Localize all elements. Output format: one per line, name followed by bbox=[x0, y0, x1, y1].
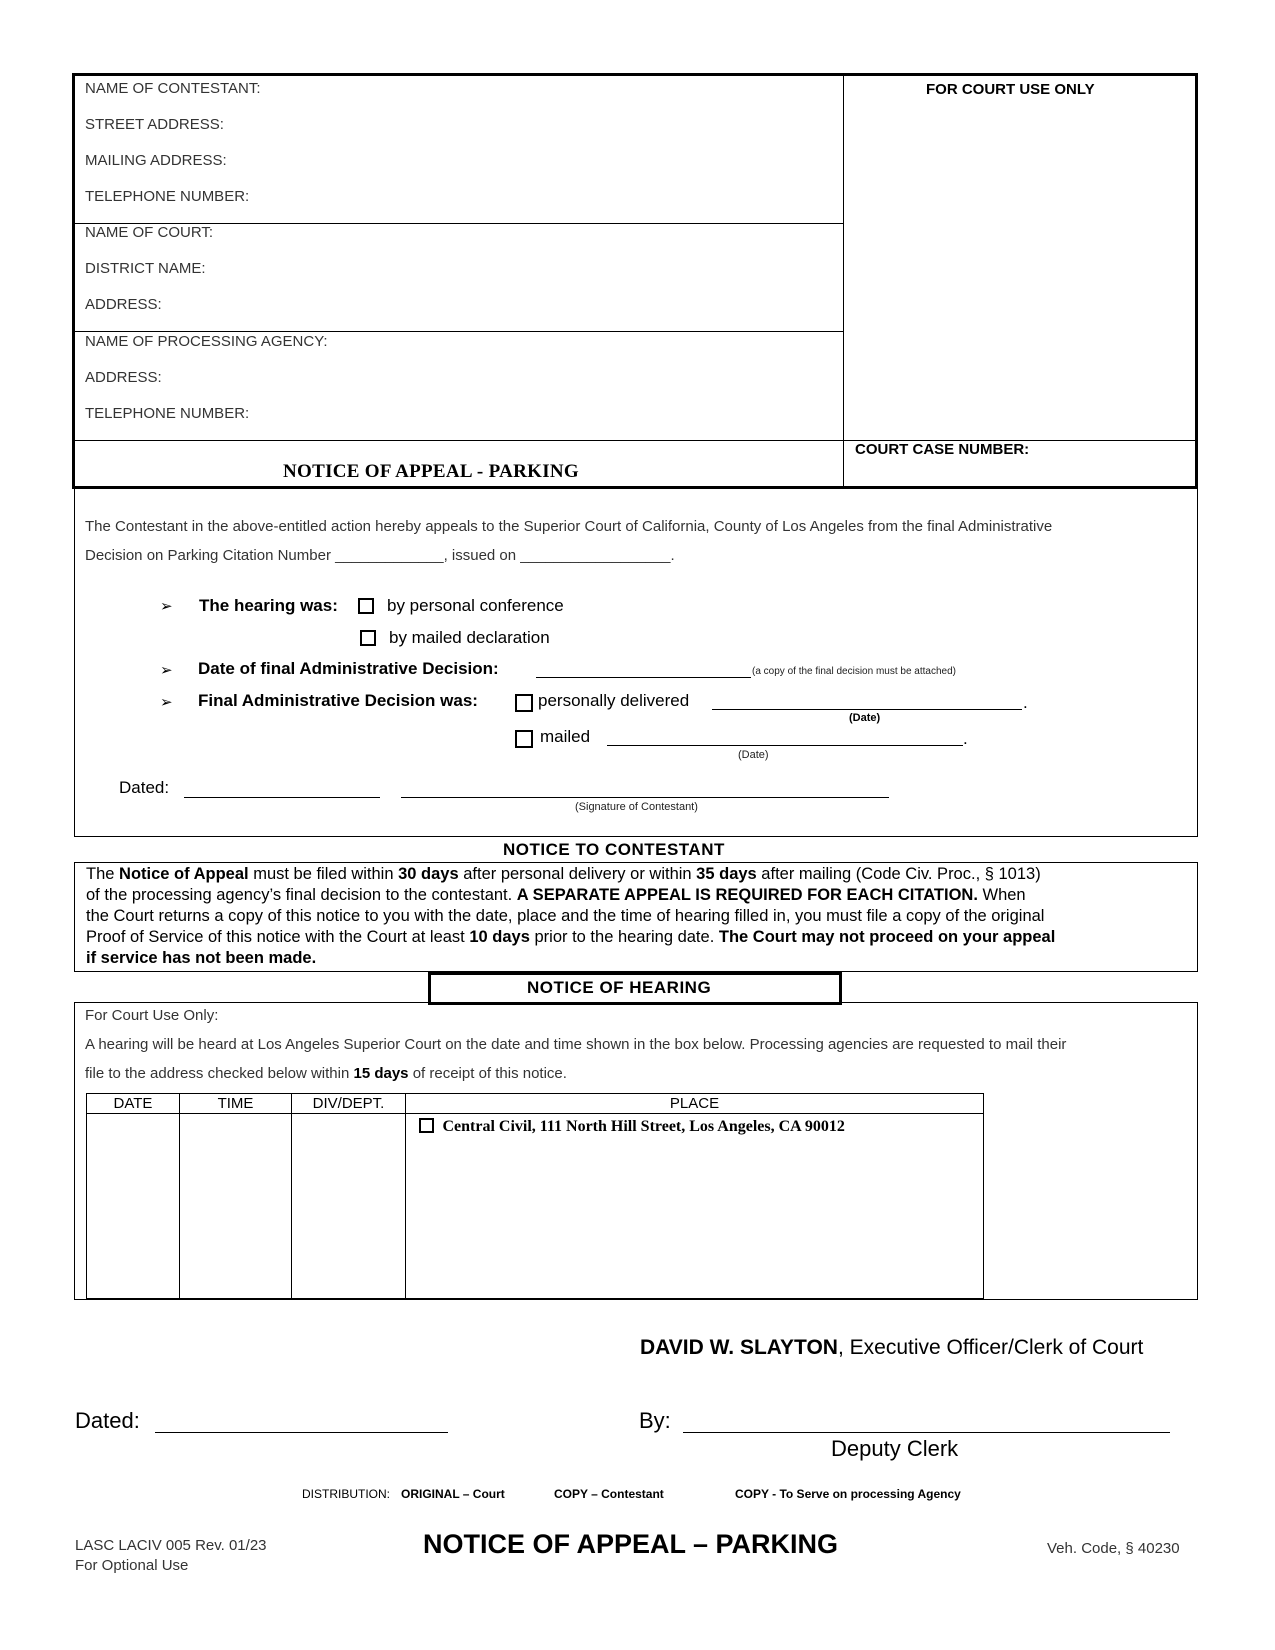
col-time-header: TIME bbox=[180, 1094, 292, 1114]
final-decision-was-label: Final Administrative Decision was: bbox=[198, 691, 478, 710]
central-civil-checkbox[interactable] bbox=[419, 1118, 434, 1133]
caption-divider-2 bbox=[75, 331, 843, 332]
label-contestant-telephone: TELEPHONE NUMBER: bbox=[85, 188, 250, 205]
central-civil-label: Central Civil, 111 North Hill Street, Los Angeles, CA 90012 bbox=[442, 1118, 845, 1135]
label-name-of-contestant: NAME OF CONTESTANT: bbox=[85, 80, 261, 97]
hearing-table-row bbox=[87, 1114, 984, 1299]
notice-line-2: of the processing agency’s final decision to the contestant. A SEPARATE APPEAL IS REQUIRED FOR EACH CITATION. When bbox=[86, 886, 1026, 904]
hearing-time-cell[interactable] bbox=[180, 1114, 292, 1299]
court-case-number-label: COURT CASE NUMBER: bbox=[855, 441, 1030, 458]
mailed-declaration-label: by mailed declaration bbox=[389, 628, 550, 647]
personal-conference-label: by personal conference bbox=[387, 596, 564, 615]
label-agency-address: ADDRESS: bbox=[85, 369, 162, 386]
date-final-decision-label: Date of final Administrative Decision: bbox=[198, 659, 499, 678]
signature-caption: (Signature of Contestant) bbox=[575, 801, 698, 813]
distribution-original: ORIGINAL – Court bbox=[401, 1487, 505, 1501]
vehicle-code: Veh. Code, § 40230 bbox=[1047, 1540, 1180, 1557]
notice-line-4: Proof of Service of this notice with the Court at least 10 days prior to the hearing date. The Court may not proceed on your appeal bbox=[86, 928, 1056, 946]
personal-conference-checkbox[interactable] bbox=[358, 598, 374, 614]
hearing-instructions-line1: A hearing will be heard at Los Angeles Superior Court on the date and time shown in the box below. Processing agencies are requested to mail their bbox=[85, 1036, 1067, 1053]
date-caption: (Date) bbox=[738, 749, 769, 761]
date-final-decision-field[interactable] bbox=[536, 677, 751, 678]
caption-form-title: NOTICE OF APPEAL - PARKING bbox=[283, 461, 579, 482]
clerk-line: DAVID W. SLAYTON, Executive Officer/Clerk of Court bbox=[640, 1336, 1144, 1359]
mailed-label: mailed bbox=[540, 727, 591, 746]
hearing-dept-cell[interactable] bbox=[292, 1114, 406, 1299]
bullet-arrow-icon: ➢ bbox=[160, 662, 173, 679]
personally-delivered-checkbox[interactable] bbox=[515, 694, 533, 712]
personally-delivered-date-field[interactable] bbox=[712, 709, 1022, 710]
notice-contestant-text bbox=[86, 864, 1192, 969]
distribution-label: DISTRIBUTION: bbox=[302, 1487, 391, 1501]
col-date-header: DATE bbox=[87, 1094, 180, 1114]
notice-to-contestant-heading: NOTICE TO CONTESTANT bbox=[503, 840, 725, 859]
col-div-dept-header: DIV/DEPT. bbox=[292, 1094, 406, 1114]
period: . bbox=[1023, 693, 1028, 712]
hearing-table bbox=[86, 1093, 984, 1299]
deputy-clerk-label: Deputy Clerk bbox=[831, 1436, 959, 1461]
label-processing-agency: NAME OF PROCESSING AGENCY: bbox=[85, 333, 328, 350]
date-caption: (Date) bbox=[849, 712, 881, 724]
distribution-copy-agency: COPY - To Serve on processing Agency bbox=[735, 1487, 961, 1501]
col-place-header: PLACE bbox=[406, 1094, 984, 1114]
hearing-table-header bbox=[87, 1094, 984, 1114]
label-agency-telephone: TELEPHONE NUMBER: bbox=[85, 405, 250, 422]
label-mailing-address: MAILING ADDRESS: bbox=[85, 152, 227, 169]
clerk-signature-field[interactable] bbox=[683, 1432, 1170, 1433]
contestant-dated-field[interactable] bbox=[184, 797, 380, 798]
personally-delivered-label: personally delivered bbox=[538, 691, 690, 710]
clerk-by-label: By: bbox=[639, 1408, 671, 1433]
optional-use: For Optional Use bbox=[75, 1557, 189, 1574]
hearing-court-use-label: For Court Use Only: bbox=[85, 1007, 219, 1024]
mailed-date-field[interactable] bbox=[607, 745, 963, 746]
form-id: LASC LACIV 005 Rev. 01/23 bbox=[75, 1537, 267, 1554]
hearing-was-label: The hearing was: bbox=[199, 596, 338, 615]
footer-title: NOTICE OF APPEAL – PARKING bbox=[423, 1529, 839, 1559]
label-street-address: STREET ADDRESS: bbox=[85, 116, 224, 133]
hearing-place-cell bbox=[406, 1114, 984, 1299]
notice-of-hearing-heading: NOTICE OF HEARING bbox=[527, 978, 712, 997]
hearing-date-cell[interactable] bbox=[87, 1114, 180, 1299]
caption-divider-vertical bbox=[843, 76, 844, 486]
label-district-name: DISTRICT NAME: bbox=[85, 260, 206, 277]
court-use-only-label: FOR COURT USE ONLY bbox=[926, 81, 1095, 98]
contestant-signature-field[interactable] bbox=[401, 797, 889, 798]
contestant-dated-label: Dated: bbox=[119, 778, 170, 797]
appeal-paragraph-line2: Decision on Parking Citation Number _____________, issued on __________________. bbox=[85, 547, 675, 564]
hearing-instructions-line2: file to the address checked below within 15 days of receipt of this notice. bbox=[85, 1065, 567, 1082]
notice-line-3: the Court returns a copy of this notice to you with the date, place and the time of hearing filled in, you must file a copy of the original bbox=[86, 907, 1045, 925]
distribution-copy-contestant: COPY – Contestant bbox=[554, 1487, 664, 1501]
copy-attached-note: (a copy of the final decision must be attached) bbox=[752, 666, 957, 677]
appeal-paragraph-line1: The Contestant in the above-entitled action hereby appeals to the Superior Court of California, County of Los Angeles from the final Administrative bbox=[85, 518, 1053, 535]
caption-box bbox=[72, 73, 1198, 489]
mailed-declaration-checkbox[interactable] bbox=[360, 630, 376, 646]
bullet-arrow-icon: ➢ bbox=[160, 598, 173, 615]
mailed-checkbox[interactable] bbox=[515, 730, 533, 748]
label-court-address: ADDRESS: bbox=[85, 296, 162, 313]
label-name-of-court: NAME OF COURT: bbox=[85, 224, 214, 241]
period: . bbox=[963, 729, 968, 748]
clerk-dated-field[interactable] bbox=[155, 1432, 448, 1433]
clerk-dated-label: Dated: bbox=[75, 1408, 140, 1433]
bullet-arrow-icon: ➢ bbox=[160, 694, 173, 711]
notice-line-1: The Notice of Appeal must be filed within 30 days after personal delivery or within 35 days after mailing (Code Civ. Proc., § 1013) bbox=[86, 865, 1041, 883]
notice-line-5: if service has not been made. bbox=[86, 949, 317, 967]
